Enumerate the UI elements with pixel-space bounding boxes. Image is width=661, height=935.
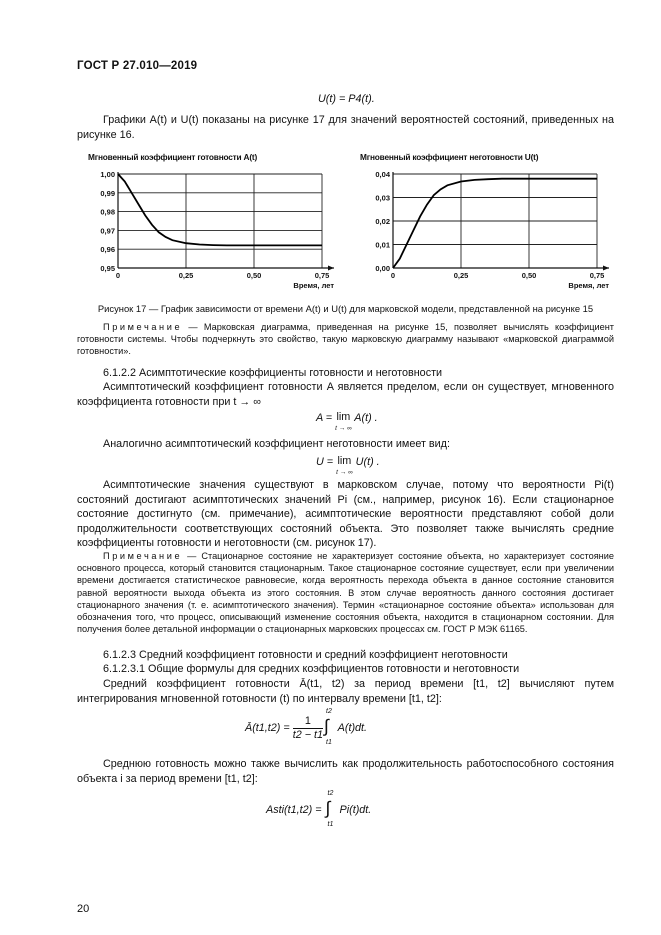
chart-a-y-tick-5: 1,00	[100, 170, 115, 179]
chart-u-y-tick-3: 0,03	[375, 193, 390, 203]
formula-u-lim-word: lim	[337, 455, 352, 467]
chart-u-x-tick-3: 0,75	[589, 271, 605, 280]
chart-a-x-axis-arrow	[328, 266, 334, 271]
formula-a-rhs: A(t) .	[354, 412, 378, 424]
chart-a-availability	[80, 164, 340, 296]
chart-a-x-tick-1: 0,25	[178, 271, 194, 280]
formula-ast	[266, 790, 371, 830]
section-61231-heading: 6.1.2.3.1 Общие формулы для средних коэффициентов готовности и неготовности	[103, 663, 520, 675]
document-header: ГОСТ Р 27.010—2019	[77, 60, 198, 72]
chart-u-y-tick-1: 0,01	[375, 240, 390, 250]
chart-u-x-tick-1: 0,25	[453, 271, 469, 280]
paragraph-graphs-intro: Графики A(t) и U(t) показаны на рисунке 17 для значений вероятностей состояний, приведенных на рисунке 16.	[77, 114, 614, 141]
chart-a-x-tick-0: 0	[115, 271, 121, 280]
note-1	[77, 321, 614, 358]
chart-a-y-tick-4: 0,99	[100, 188, 115, 198]
formula-mean-numerator: 1	[293, 715, 323, 729]
integral-lower-limit: t1	[326, 739, 332, 746]
paragraph-asymptotic-values: Асимптотические значения существуют в марковском случае, потому что вероятности Pi(t) состояний достигают асимптотических значений Pi (см., например, рисунок 16). Если стационарное состояние достигнуто (см. примечание), асимптотические вероятности представляют собой доли продолжительности соответствующих состояний объекта. Это позволяет также вычислять средние коэффициенты готовности и неготовности (см. рисунок 17).	[77, 479, 614, 550]
page-number: 20	[77, 903, 90, 915]
integral-sign-2: t2 ∫ t1	[325, 790, 334, 828]
formula-ast-rhs: Pi(t)dt.	[339, 803, 372, 816]
chart-u-x-tick-2: 0,50	[521, 271, 537, 280]
chart-u-y-tick-2: 0,02	[375, 217, 390, 226]
formula-u-lhs: U =	[316, 456, 337, 468]
section-6122-heading: 6.1.2.2 Асимптотические коэффициенты готовности и неготовности	[103, 367, 443, 379]
chart-a-x-tick-2: 0,50	[246, 271, 262, 280]
formula-a-lhs: A =	[316, 412, 336, 424]
integral-upper-limit: t2	[326, 708, 332, 715]
chart-u-x-tick-0: 0	[390, 271, 396, 280]
chart-u-series-line-0	[393, 179, 597, 268]
paragraph-ast: Среднюю готовность можно также вычислить как продолжительность работоспособного состояния объекта i за период времени [t1, t2]:	[77, 758, 614, 785]
chart-a-series-line-0	[118, 174, 322, 245]
note-1-text: — Марковская диаграмма, приведенная на рисунке 15, позволяет вычислять коэффициент готовности системы. Чтобы подчеркнуть это свойство, такую марковскую диаграмму называют «марковской диаграммой готовности».	[77, 322, 614, 357]
formula-mean-lhs: Ā(t1,t2) =	[245, 721, 293, 734]
formula-u-rhs: U(t) .	[355, 456, 380, 468]
chart-a-y-tick-3: 0,98	[100, 207, 115, 217]
formula-asymptotic-a	[316, 412, 378, 434]
paragraph-u-analog: Аналогично асимптотический коэффициент неготовности имеет вид:	[103, 438, 450, 450]
formula-a-limit	[335, 412, 352, 434]
integral-sign: t2 ∫ t1	[324, 708, 332, 746]
formula-mean-rhs: A(t)dt.	[337, 721, 368, 734]
integral-2-upper-limit: t2	[327, 790, 334, 797]
paragraph-mean-availability: Средний коэффициент готовности Ā(t1, t2) за период времени [t1, t2] вычисляют путем интегрирования мгновенной готовности (t) по интервалу времени [t1, t2]:	[77, 678, 614, 705]
formula-u-limit	[336, 456, 353, 478]
note-2	[77, 550, 614, 635]
note-1-label: Примечание	[103, 322, 183, 332]
formula-a-lim-under: t → ∞	[335, 425, 352, 432]
formula-mean-availability	[245, 708, 367, 748]
chart-a-x-tick-3: 0,75	[314, 271, 330, 280]
formula-mean-denominator: t2 − t1	[292, 728, 324, 741]
chart-a-y-tick-0: 0,95	[100, 264, 115, 273]
chart-u-x-label: Время, лет	[568, 281, 609, 290]
formula-ast-lhs: Asti(t1,t2) =	[266, 803, 325, 816]
note-2-text: — Стационарное состояние не характеризует состояние объекта, но характеризует состояние основного процесса, который становится стационарным. Такое стационарное состояние существует, если при увеличении времени достигается статистическое равновесие, когда вероятность перехода объекта в данное состояние становится равной вероятности выхода объекта из этого состояния. В этом случае вероятность данного состояния достигает стационарного значения (т. е. асимптотического значения). Термин «стационарное состояние объекта» использован для обозначения того, что процесс, описывающий изменение состояния объекта, находится в стационарном состоянии. Для получения более детальной информации о стационарных марковских процессах см. ГОСТ Р МЭК 61165.	[77, 551, 614, 635]
chart-a-y-tick-2: 0,97	[100, 226, 115, 236]
chart-u-unavailability	[355, 164, 615, 296]
formula-u-equals-p4: U(t) = P4(t).	[318, 93, 375, 105]
integral-2-lower-limit: t1	[327, 821, 334, 828]
chart-a-y-tick-1: 0,96	[100, 245, 115, 255]
note-2-label: Примечание	[103, 551, 183, 561]
chart-u-title: Мгновенный коэффициент неготовности U(t)	[360, 152, 539, 162]
section-6122-text: Асимптотический коэффициент готовности A является пределом, если он существует, мгновенного коэффициента готовности при t → ∞	[77, 381, 614, 408]
chart-u-x-axis-arrow	[603, 266, 609, 271]
section-6123-heading: 6.1.2.3 Средний коэффициент готовности и средний коэффициент неготовности	[103, 649, 508, 661]
formula-asymptotic-u	[316, 456, 380, 478]
formula-mean-fraction	[293, 715, 323, 742]
chart-u-y-tick-4: 0,04	[375, 170, 390, 179]
formula-u-lim-under: t → ∞	[336, 469, 353, 476]
chart-u-y-tick-0: 0,00	[375, 264, 390, 273]
chart-a-x-label: Время, лет	[293, 281, 334, 290]
figure-caption: Рисунок 17 — График зависимости от времени A(t) и U(t) для марковской модели, представленной на рисунке 15	[97, 303, 594, 314]
chart-a-title: Мгновенный коэффициент готовности A(t)	[88, 152, 258, 162]
formula-a-lim-word: lim	[336, 411, 351, 423]
